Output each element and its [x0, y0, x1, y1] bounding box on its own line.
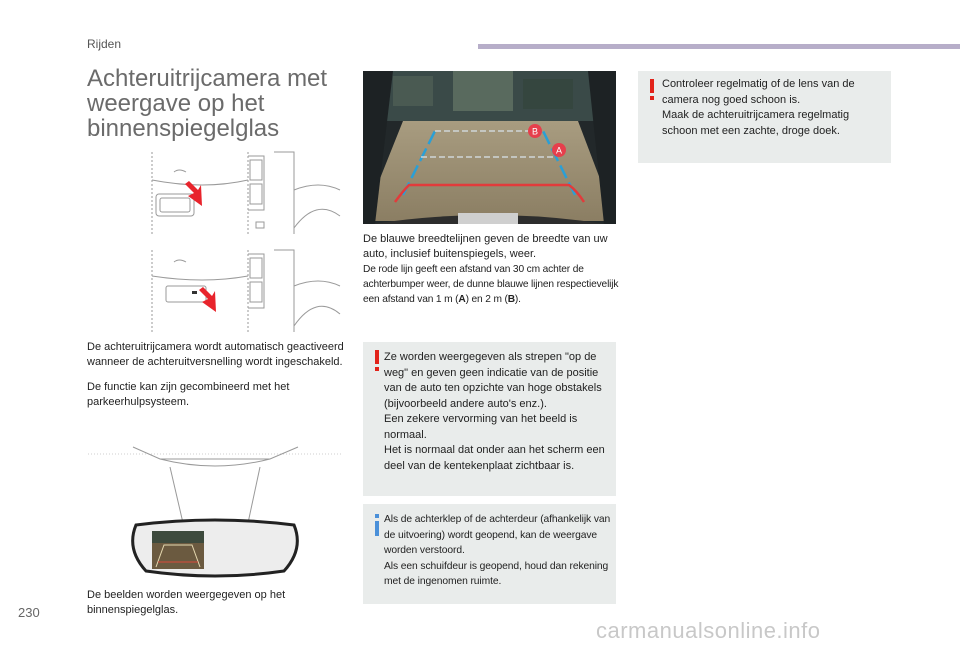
camera-caption-line-2: De rode lijn geeft een afstand van 30 cm achter de achterbumper weer, de dunne blauwe lijnen respectievelijk een afstand van 1 m (A) en 2 m (B). [363, 264, 619, 305]
warning-text: Ze worden weergegeven als strepen "op de weg" en geven geen indicatie van de positie van de auto ten opzichte van hoge obstakels (bijvoorbeeld andere auto's enz.). Een zekere vervorming van het beeld is normaal. Het is normaal dat onder aan het scherm een deel van de kentekenplaat zichtbaar is. [384, 351, 605, 472]
mirror-illustration [88, 445, 343, 583]
warning-box [363, 342, 616, 496]
info-box [363, 504, 616, 604]
van-rear-illustration-lower [144, 248, 342, 334]
van-rear-illustration-upper [144, 150, 342, 236]
warning-icon [646, 79, 658, 101]
mirror-caption: De beelden worden weergegeven op het binnenspiegelglas. [87, 589, 286, 616]
section-title: Rijden [87, 37, 122, 51]
intro-paragraph-2: De functie kan zijn gecombineerd met het parkeerhulpsysteem. [87, 381, 290, 408]
red-arrow-icon [199, 287, 216, 312]
watermark: carmanualsonline.info [596, 618, 821, 643]
intro-paragraph-1: De achteruitrijcamera wordt automatisch geactiveerd wanneer de achteruitversnelling wordt ingeschakeld. [87, 341, 344, 368]
label-b: B [531, 126, 539, 137]
page-title: Achteruitrijcamera met weergave op het binnenspiegelglas [87, 65, 328, 142]
camera-view-image [363, 71, 616, 224]
camera-caption-line-1: De blauwe breedtelijnen geven de breedte van uw auto, inclusief buitenspiegels, weer. [363, 233, 608, 260]
camera-caption [363, 232, 621, 307]
lens-warning-text: Controleer regelmatig of de lens van de camera nog goed schoon is. Maak de achteruitrijcamera regelmatig schoon met een zachte, droge doek. [662, 78, 855, 137]
mirror-camera-display [152, 531, 204, 569]
label-a: A [555, 145, 563, 156]
intro-text [87, 340, 352, 410]
label-b-marker [528, 124, 542, 138]
info-text: Als de achterklep of de achterdeur (afhankelijk van de uitvoering) wordt geopend, kan de weergave worden verstoord. Als een schuifdeur is geopend, houd dan rekening met de ingenomen ruimte. [384, 514, 611, 587]
warning-icon [371, 350, 383, 372]
label-a-marker [552, 143, 566, 157]
header-accent-bar [478, 44, 960, 49]
page-number: 230 [18, 605, 40, 620]
info-icon [371, 514, 383, 536]
lens-warning-box [638, 71, 891, 163]
